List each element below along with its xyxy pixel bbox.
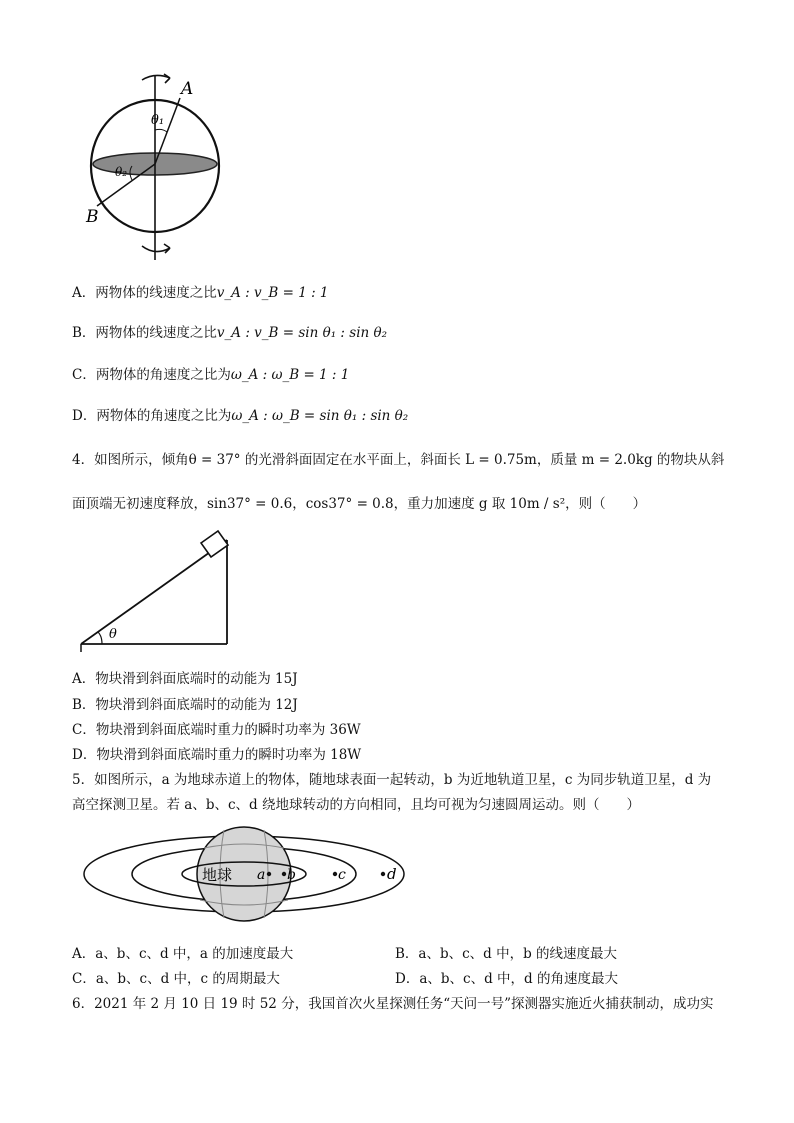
- q3-option-c: [72, 363, 349, 383]
- q5-orbits-figure: [76, 818, 406, 924]
- top-rotation-arrowhead: [164, 74, 170, 83]
- q3-option-a-math: v_A : v_B = 1 : 1: [216, 285, 329, 301]
- q5-option-d: D．a、b、c、d 中，d 的角速度最大: [395, 971, 618, 987]
- q4-stem-line2: 面顶端无初速度释放，sin37° = 0.6，cos37° = 0.8，重力加速度 g 取 10m / s²，则（ ）: [72, 496, 647, 512]
- block: [201, 531, 228, 557]
- point-d: [381, 872, 385, 876]
- bottom-rotation-arrowhead: [164, 244, 170, 253]
- point-a: [267, 872, 271, 876]
- q4-option-c: C．物块滑到斜面底端时重力的瞬时功率为 36W: [72, 722, 361, 738]
- label-theta2: θ₂: [115, 165, 128, 179]
- q3-option-d: [72, 404, 408, 424]
- q3-option-b-math: v_A : v_B = sin θ₁ : sin θ₂: [216, 325, 388, 341]
- q5-option-b: B．a、b、c、d 中，b 的线速度最大: [395, 946, 618, 962]
- label-A: A: [181, 79, 194, 99]
- q3-option-b: [72, 321, 387, 341]
- q4-option-b: B．物块滑到斜面底端时的动能为 12J: [72, 697, 298, 713]
- q3-option-b-prefix: B．两物体的线速度之比: [72, 325, 217, 341]
- label-c: c: [338, 867, 346, 883]
- label-b: b: [287, 867, 296, 883]
- q5-option-c: C．a、b、c、d 中，c 的周期最大: [72, 971, 280, 987]
- q3-option-a: [72, 281, 329, 301]
- q4-stem-line1: 4．如图所示，倾角θ = 37° 的光滑斜面固定在水平面上，斜面长 L = 0.75m，质量 m = 2.0kg 的物块从斜: [72, 452, 725, 468]
- q3-option-d-prefix: D．两物体的角速度之比为: [72, 408, 232, 424]
- theta1-arc: [155, 129, 167, 132]
- q6-stem-line1: 6．2021 年 2 月 10 日 19 时 52 分，我国首次火星探测任务“天问一号”探测器实施近火捕获制动，成功实: [72, 996, 714, 1012]
- label-theta1: θ₁: [151, 113, 165, 128]
- label-a: a: [257, 867, 266, 883]
- q3-option-a-prefix: A．两物体的线速度之比: [72, 285, 217, 301]
- angle-arc: [98, 632, 102, 644]
- earth-label: 地球: [202, 866, 233, 884]
- q5-option-a: A．a、b、c、d 中，a 的加速度最大: [72, 946, 294, 962]
- q3-option-c-math: ω_A : ω_B = 1 : 1: [230, 367, 350, 383]
- q4-option-d: D．物块滑到斜面底端时重力的瞬时功率为 18W: [72, 747, 362, 763]
- label-theta: θ: [109, 627, 117, 642]
- q3-option-d-math: ω_A : ω_B = sin θ₁ : sin θ₂: [231, 408, 409, 424]
- q3-sphere-figure: [80, 70, 240, 262]
- q3-option-c-prefix: C．两物体的角速度之比为: [72, 367, 231, 383]
- label-B: B: [86, 207, 99, 227]
- incline-hypotenuse: [81, 540, 227, 644]
- point-b: [282, 872, 286, 876]
- q4-incline-figure: [76, 528, 236, 654]
- bottom-rotation-arrow: [142, 246, 170, 252]
- point-c: [333, 872, 337, 876]
- label-d: d: [387, 865, 397, 883]
- q5-stem-line1: 5．如图所示，a 为地球赤道上的物体，随地球表面一起转动，b 为近地轨道卫星，c 为同步轨道卫星，d 为: [72, 772, 712, 788]
- q4-option-a: A．物块滑到斜面底端时的动能为 15J: [72, 671, 298, 687]
- q5-stem-line2: 高空探测卫星。若 a、b、c、d 绕地球转动的方向相同，且均可视为匀速圆周运动。则（ ）: [72, 797, 640, 813]
